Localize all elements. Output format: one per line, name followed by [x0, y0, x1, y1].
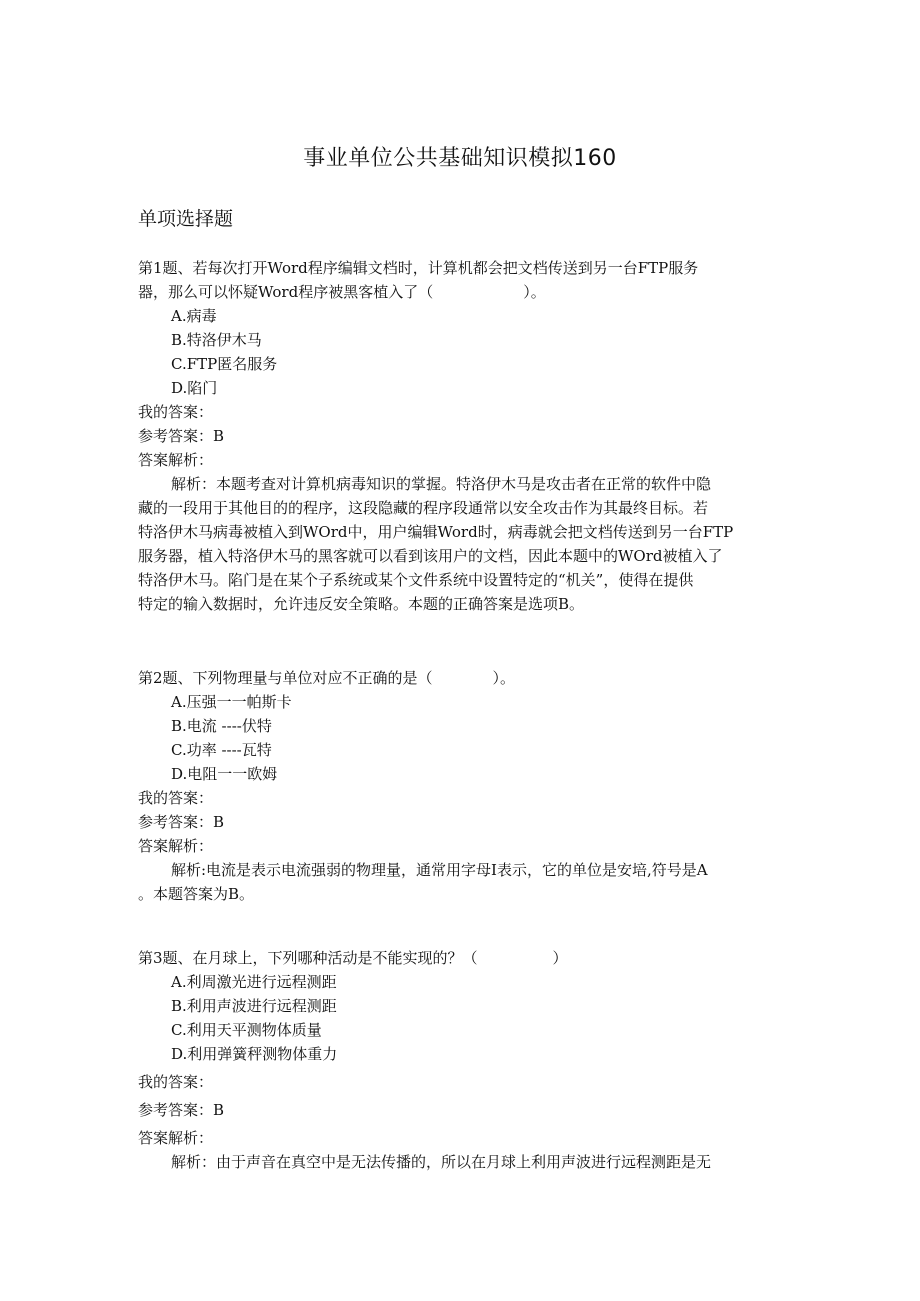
question-1 — [138, 256, 786, 616]
document-title: 事业单位公共基础知识模拟160 — [303, 146, 617, 171]
section-heading: 单项选择题 — [138, 208, 234, 230]
question-2-my-answer: 我的答案： — [138, 789, 214, 807]
question-2-option-a: A.压强一一帕斯卡 — [171, 693, 292, 711]
question-2-option-c: C.功率 ----瓦特 — [171, 741, 272, 759]
question-1-analysis-line-1: 解析：本题考查对计算机病毒知识的掌握。特洛伊木马是攻击者在正常的软件中隐 — [171, 475, 712, 493]
question-3-analysis-line-1: 解析：由于声音在真空中是无法传播的，所以在月球上利用声波进行远程测距是无 — [171, 1153, 712, 1171]
question-1-analysis-line-4: 服务器，植入特洛伊木马的黑客就可以看到该用户的文档，因此本题中的WOrd被植入了 — [138, 547, 723, 565]
question-2-option-b: B.电流 ----伏特 — [171, 717, 272, 735]
question-2-analysis-line-1: 解析:电流是表示电流强弱的物理量，通常用字母I表示，它的单位是安培,符号是A — [171, 861, 708, 879]
question-3-reference-answer: 参考答案：B — [138, 1101, 225, 1119]
question-1-option-b: B.特洛伊木马 — [171, 331, 262, 349]
question-2-reference-answer: 参考答案：B — [138, 813, 225, 831]
question-3-stem-line-1: 第3题、在月球上，下列哪种活动是不能实现的？（ ） — [138, 949, 568, 967]
question-3 — [138, 946, 786, 1174]
question-1-analysis-line-6: 特定的输入数据时，允许违反安全策略。本题的正确答案是选项B。 — [138, 595, 585, 613]
question-1-stem-line-1: 第1题、若每次打开Word程序编辑文档时，计算机都会把文档传送到另一台FTP服务 — [138, 259, 699, 277]
question-1-stem-line-2: 器，那么可以怀疑Word程序被黑客植入了（ ）。 — [138, 283, 546, 301]
question-3-my-answer: 我的答案： — [138, 1073, 214, 1091]
question-3-option-d: D.利用弹簧秤测物体重力 — [171, 1045, 338, 1063]
question-1-my-answer: 我的答案： — [138, 403, 214, 421]
question-1-option-d: D.陷门 — [171, 379, 218, 397]
question-3-option-b: B.利用声波进行远程测距 — [171, 997, 337, 1015]
question-1-analysis-line-5: 特洛伊木马。陷门是在某个子系统或某个文件系统中设置特定的“机关”，使得在提供 — [138, 571, 694, 589]
question-1-analysis-label: 答案解析： — [138, 451, 214, 469]
question-2-analysis-label: 答案解析： — [138, 837, 214, 855]
question-2 — [138, 666, 786, 906]
question-2-stem-line-1: 第2题、下列物理量与单位对应不正确的是（ ）。 — [138, 669, 516, 687]
question-3-option-a: A.利周激光进行远程测距 — [171, 973, 337, 991]
question-1-reference-answer: 参考答案：B — [138, 427, 225, 445]
question-2-analysis-line-2: 。本题答案为B。 — [138, 885, 255, 903]
question-1-analysis-line-3: 特洛伊木马病毒被植入到WOrd中，用户编辑Word时，病毒就会把文档传送到另一台FTP — [138, 523, 734, 541]
question-1-option-c: C.FTP匿名服务 — [171, 355, 278, 373]
question-1-analysis-line-2: 藏的一段用于其他目的的程序，这段隐藏的程序段通常以安全攻击作为其最终目标。若 — [138, 499, 709, 517]
question-3-analysis-label: 答案解析： — [138, 1129, 214, 1147]
question-1-option-a: A.病毒 — [171, 307, 217, 325]
question-2-option-d: D.电阻一一欧姆 — [171, 765, 278, 783]
question-3-option-c: C.利用天平测物体质量 — [171, 1021, 322, 1039]
